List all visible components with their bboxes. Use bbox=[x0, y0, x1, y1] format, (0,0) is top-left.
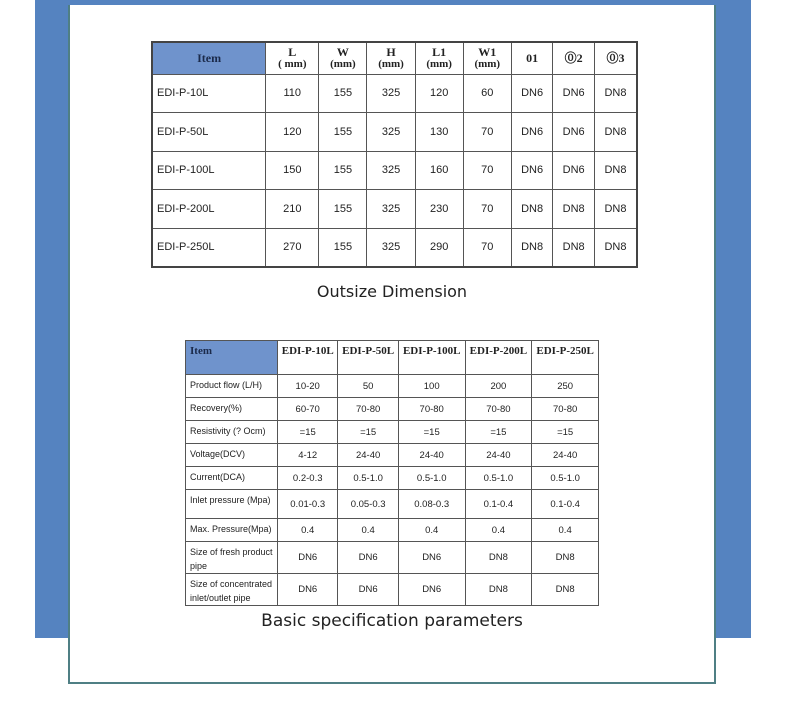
table-row bbox=[152, 228, 637, 267]
value-cell: 50 bbox=[338, 375, 398, 398]
value-cell: 130 bbox=[415, 113, 463, 152]
header-name: W bbox=[336, 45, 349, 60]
value-cell: 250 bbox=[532, 375, 599, 398]
outsize-dimension-caption: Outsize Dimension bbox=[316, 282, 468, 301]
value-cell: 10-20 bbox=[278, 375, 338, 398]
value-cell: DN8 bbox=[553, 228, 595, 267]
parameter-label: Voltage(DCV) bbox=[186, 444, 278, 467]
spec-header-cell: EDI-P-50L bbox=[338, 341, 398, 375]
value-cell: DN8 bbox=[594, 74, 637, 113]
model-cell: EDI-P-250L bbox=[152, 228, 266, 267]
value-cell: 0.4 bbox=[398, 519, 465, 542]
dimension-header-cell bbox=[463, 42, 511, 74]
value-cell: DN8 bbox=[511, 228, 553, 267]
spec-table-body bbox=[186, 375, 599, 606]
table-row bbox=[186, 421, 599, 444]
spec-header-cell: EDI-P-250L bbox=[532, 341, 599, 375]
value-cell: 0.1-0.4 bbox=[532, 490, 599, 519]
model-cell: EDI-P-100L bbox=[152, 151, 266, 190]
spec-header-cell: EDI-P-100L bbox=[398, 341, 465, 375]
value-cell: DN6 bbox=[553, 151, 595, 190]
value-cell: 0.2-0.3 bbox=[278, 467, 338, 490]
value-cell: 270 bbox=[266, 228, 319, 267]
value-cell: 0.5-1.0 bbox=[338, 467, 398, 490]
value-cell: =15 bbox=[532, 421, 599, 444]
header-name: Item bbox=[197, 50, 222, 65]
value-cell: 155 bbox=[319, 151, 367, 190]
parameter-label: Max. Pressure(Mpa) bbox=[186, 519, 278, 542]
value-cell: 160 bbox=[415, 151, 463, 190]
specification-table bbox=[185, 340, 599, 606]
value-cell: DN6 bbox=[278, 542, 338, 574]
header-name: W1 bbox=[478, 45, 497, 60]
value-cell: 70-80 bbox=[398, 398, 465, 421]
value-cell: 0.5-1.0 bbox=[532, 467, 599, 490]
table-row bbox=[152, 151, 637, 190]
value-cell: 24-40 bbox=[465, 444, 532, 467]
spec-header-cell: EDI-P-200L bbox=[465, 341, 532, 375]
table-row bbox=[186, 490, 599, 519]
value-cell: DN8 bbox=[594, 113, 637, 152]
header-name: ⓪2 bbox=[564, 50, 583, 65]
parameter-label: Current(DCA) bbox=[186, 467, 278, 490]
table-row bbox=[186, 467, 599, 490]
parameter-label: Product flow (L/H) bbox=[186, 375, 278, 398]
parameter-label: Size of fresh product pipe bbox=[186, 542, 278, 574]
value-cell: 0.4 bbox=[278, 519, 338, 542]
value-cell: 0.4 bbox=[338, 519, 398, 542]
value-cell: DN6 bbox=[553, 113, 595, 152]
value-cell: DN8 bbox=[553, 190, 595, 229]
value-cell: DN8 bbox=[532, 542, 599, 574]
value-cell: 70 bbox=[463, 190, 511, 229]
value-cell: 4-12 bbox=[278, 444, 338, 467]
outsize-dimension-table bbox=[151, 41, 638, 268]
value-cell: 155 bbox=[319, 74, 367, 113]
table-row bbox=[186, 574, 599, 606]
value-cell: 60 bbox=[463, 74, 511, 113]
parameter-label: Size of concentrated inlet/outlet pipe bbox=[186, 574, 278, 606]
value-cell: 70-80 bbox=[465, 398, 532, 421]
table-row bbox=[186, 375, 599, 398]
dimension-header-cell bbox=[152, 42, 266, 74]
value-cell: 325 bbox=[367, 74, 415, 113]
value-cell: =15 bbox=[398, 421, 465, 444]
value-cell: 155 bbox=[319, 190, 367, 229]
value-cell: 0.4 bbox=[532, 519, 599, 542]
value-cell: 210 bbox=[266, 190, 319, 229]
dimension-header-cell bbox=[367, 42, 415, 74]
table-row bbox=[186, 444, 599, 467]
value-cell: 24-40 bbox=[398, 444, 465, 467]
value-cell: 100 bbox=[398, 375, 465, 398]
value-cell: 70 bbox=[463, 228, 511, 267]
value-cell: 325 bbox=[367, 190, 415, 229]
dimension-header-cell bbox=[266, 42, 319, 74]
header-unit: (mm) bbox=[378, 57, 404, 70]
dimension-header-cell bbox=[594, 42, 637, 74]
value-cell: =15 bbox=[338, 421, 398, 444]
value-cell: 155 bbox=[319, 228, 367, 267]
dimension-table-body bbox=[152, 74, 637, 267]
value-cell: DN6 bbox=[278, 574, 338, 606]
value-cell: 110 bbox=[266, 74, 319, 113]
value-cell: 0.5-1.0 bbox=[465, 467, 532, 490]
value-cell: DN8 bbox=[511, 190, 553, 229]
dimension-table-header-row bbox=[152, 42, 637, 74]
value-cell: 24-40 bbox=[338, 444, 398, 467]
value-cell: =15 bbox=[465, 421, 532, 444]
value-cell: 230 bbox=[415, 190, 463, 229]
value-cell: DN8 bbox=[465, 542, 532, 574]
value-cell: DN8 bbox=[532, 574, 599, 606]
dimension-header-cell bbox=[415, 42, 463, 74]
value-cell: 325 bbox=[367, 113, 415, 152]
value-cell: 0.01-0.3 bbox=[278, 490, 338, 519]
dimension-header-cell bbox=[511, 42, 553, 74]
table-row bbox=[152, 74, 637, 113]
specification-caption: Basic specification parameters bbox=[261, 611, 523, 631]
value-cell: 0.08-0.3 bbox=[398, 490, 465, 519]
header-unit: ( mm) bbox=[278, 57, 307, 70]
value-cell: DN6 bbox=[511, 74, 553, 113]
dimension-header-cell bbox=[553, 42, 595, 74]
value-cell: 0.4 bbox=[465, 519, 532, 542]
spec-header-cell: EDI-P-10L bbox=[278, 341, 338, 375]
model-cell: EDI-P-200L bbox=[152, 190, 266, 229]
value-cell: DN6 bbox=[553, 74, 595, 113]
value-cell: 0.1-0.4 bbox=[465, 490, 532, 519]
value-cell: 70 bbox=[463, 113, 511, 152]
header-name: L1 bbox=[432, 45, 447, 60]
parameter-label: Recovery(%) bbox=[186, 398, 278, 421]
value-cell: 0.05-0.3 bbox=[338, 490, 398, 519]
value-cell: 70 bbox=[463, 151, 511, 190]
dimension-header-cell bbox=[319, 42, 367, 74]
model-cell: EDI-P-10L bbox=[152, 74, 266, 113]
header-name: L bbox=[288, 45, 297, 60]
value-cell: 70-80 bbox=[532, 398, 599, 421]
header-name: ⓪3 bbox=[606, 50, 625, 65]
header-name: 01 bbox=[526, 50, 539, 65]
value-cell: DN8 bbox=[594, 228, 637, 267]
value-cell: 150 bbox=[266, 151, 319, 190]
value-cell: 325 bbox=[367, 228, 415, 267]
header-unit: (mm) bbox=[330, 57, 356, 70]
table-row bbox=[186, 542, 599, 574]
spec-table-header-row bbox=[186, 341, 599, 375]
header-unit: (mm) bbox=[426, 57, 452, 70]
value-cell: DN6 bbox=[338, 574, 398, 606]
value-cell: DN8 bbox=[594, 151, 637, 190]
value-cell: DN6 bbox=[511, 113, 553, 152]
table-row bbox=[152, 190, 637, 229]
value-cell: 0.5-1.0 bbox=[398, 467, 465, 490]
value-cell: =15 bbox=[278, 421, 338, 444]
value-cell: DN6 bbox=[398, 574, 465, 606]
value-cell: 155 bbox=[319, 113, 367, 152]
value-cell: 290 bbox=[415, 228, 463, 267]
value-cell: 120 bbox=[415, 74, 463, 113]
value-cell: 70-80 bbox=[338, 398, 398, 421]
value-cell: 60-70 bbox=[278, 398, 338, 421]
table-row bbox=[186, 519, 599, 542]
value-cell: DN6 bbox=[511, 151, 553, 190]
value-cell: DN6 bbox=[338, 542, 398, 574]
value-cell: 24-40 bbox=[532, 444, 599, 467]
parameter-label: Resistivity (? Ocm) bbox=[186, 421, 278, 444]
parameter-label: Inlet pressure (Mpa) bbox=[186, 490, 278, 519]
table-row bbox=[186, 398, 599, 421]
value-cell: 325 bbox=[367, 151, 415, 190]
table-row bbox=[152, 113, 637, 152]
value-cell: 200 bbox=[465, 375, 532, 398]
header-unit: (mm) bbox=[474, 57, 501, 70]
model-cell: EDI-P-50L bbox=[152, 113, 266, 152]
value-cell: DN6 bbox=[398, 542, 465, 574]
spec-header-cell: Item bbox=[186, 341, 278, 375]
header-name: H bbox=[386, 45, 396, 60]
value-cell: DN8 bbox=[465, 574, 532, 606]
value-cell: DN8 bbox=[594, 190, 637, 229]
value-cell: 120 bbox=[266, 113, 319, 152]
